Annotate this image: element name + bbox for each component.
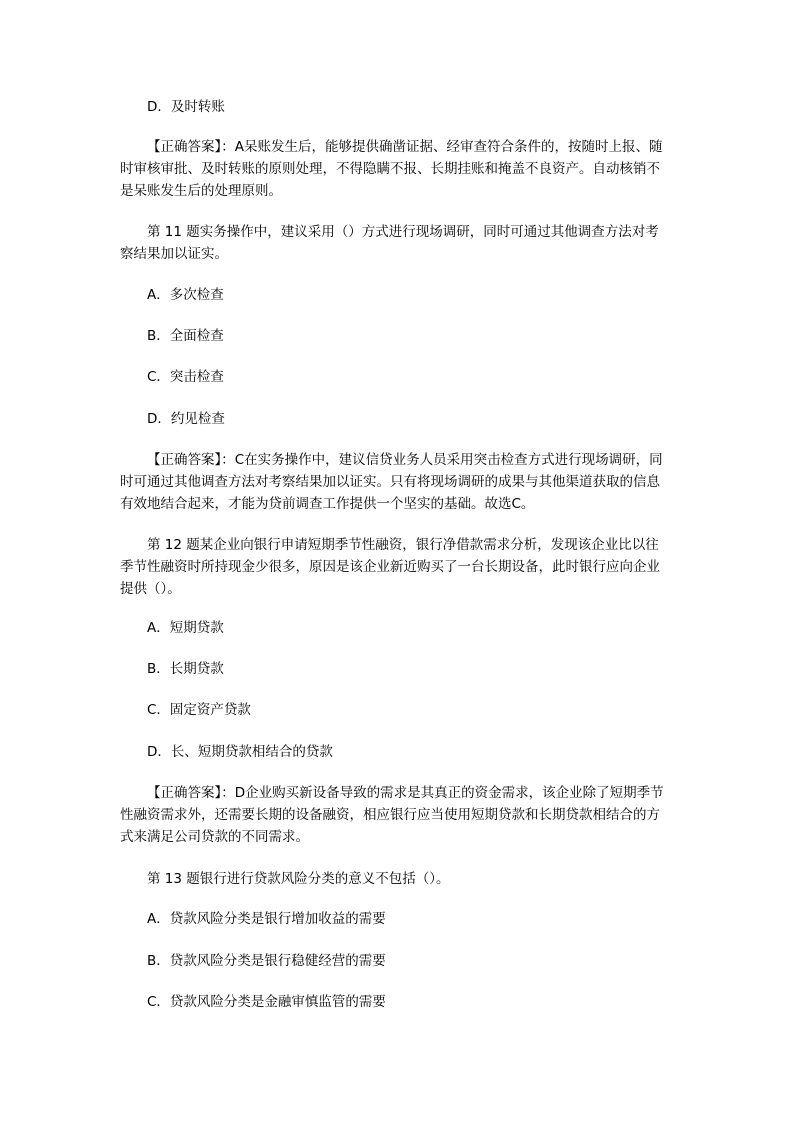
question-11: 第 11 题实务操作中，建议采用（）方式进行现场调研，同时可通过其他调查方法对考察结果加以证实。 xyxy=(120,224,659,262)
q13-option-c: C．贷款风险分类是金融审慎监管的需要 xyxy=(147,994,386,1010)
answer-explanation-10: 【正确答案】：A呆账发生后，能够提供确凿证据、经审查符合条件的，按随时上报、随时审核审批、及时转账的原则处理，不得隐瞒不报、长期挂账和掩盖不良资产。自动核销不是呆账发生后的处理原则。 xyxy=(120,139,663,199)
option-d-prev: D．及时转账 xyxy=(147,99,225,115)
q11-option-b: B．全面检查 xyxy=(147,328,224,344)
question-12: 第 12 题某企业向银行申请短期季节性融资，银行净借款需求分析，发现该企业比以往季节性融资时所持现金少很多，原因是该企业新近购买了一台长期设备，此时银行应向企业提供（）。 xyxy=(120,537,660,597)
answer-explanation-12: 【正确答案】：D企业购买新设备导致的需求是其真正的资金需求，该企业除了短期季节性融资需求外，还需要长期的设备融资，相应银行应当使用短期贷款和长期贷款相结合的方式来满足公司贷款的不同需求。 xyxy=(120,785,664,845)
q12-option-a: A．短期贷款 xyxy=(147,620,224,636)
q11-option-d: D．约见检查 xyxy=(147,411,225,427)
q11-option-a: A．多次检查 xyxy=(147,287,224,303)
q13-option-b: B．贷款风险分类是银行稳健经营的需要 xyxy=(147,953,386,969)
q12-option-d: D．长、短期贷款相结合的贷款 xyxy=(147,744,333,760)
question-13: 第 13 题银行进行贷款风险分类的意义不包括（）。 xyxy=(147,871,450,887)
q11-option-c: C．突击检查 xyxy=(147,369,224,385)
q13-option-a: A．贷款风险分类是银行增加收益的需要 xyxy=(147,911,386,927)
answer-explanation-11: 【正确答案】：C在实务操作中，建议信贷业务人员采用突击检查方式进行现场调研，同时可通过其他调查方法对考察结果加以证实。只有将现场调研的成果与其他渠道获取的信息有效地结合起来，才能为贷前调查工作提供一个坚实的基础。故选C。 xyxy=(120,452,663,512)
q12-option-c: C．固定资产贷款 xyxy=(147,702,251,718)
q12-option-b: B．长期贷款 xyxy=(147,661,224,677)
